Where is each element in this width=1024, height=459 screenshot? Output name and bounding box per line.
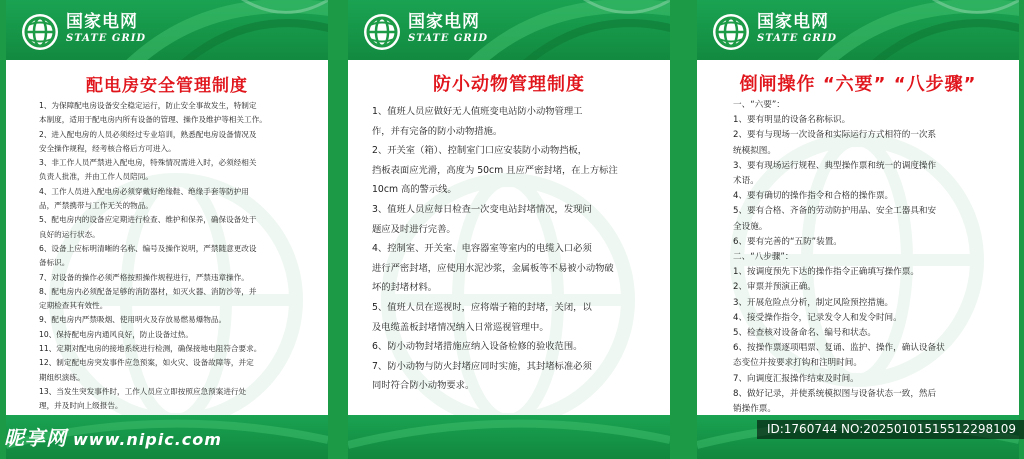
content-line: 坏的封堵材料。	[372, 282, 438, 294]
content-line: 9、配电房内严禁吸烟、使用明火及存放易燃易爆物品。	[39, 315, 227, 325]
content-line: 5、检查核对设备命名、编号和状态。	[733, 328, 876, 339]
content-line: 良好的运行状态。	[39, 229, 100, 239]
content-line: 题应及时进行完善。	[372, 223, 456, 235]
content-line: 全设施。	[733, 221, 768, 232]
content-line: 7、向调度汇报操作结束及时间。	[733, 373, 859, 384]
content-line: 5、要有合格、齐备的劳动防护用品、安全工器具和安	[733, 206, 937, 217]
content-line: 12、制定配电房突发事件应急预案，如火灾、设备故障等，并定	[39, 358, 254, 368]
content-line: 作，并有完备的防小动物措施。	[372, 125, 503, 137]
state-grid-logo-icon	[20, 12, 60, 52]
content-line: 期组织演练。	[39, 372, 85, 382]
panel-content	[372, 102, 664, 396]
panel-header	[6, 0, 328, 60]
content-line: 2、要有与现场一次设备和实际运行方式相符的一次系	[733, 130, 937, 141]
content-line: 2、开关室（箱）、控制室门口应安装防小动物挡板，	[372, 145, 588, 157]
panel-header	[697, 0, 1019, 60]
panel-content	[733, 98, 1011, 417]
content-line: 态变位并按要求打钩和注明时间。	[733, 358, 862, 369]
site-name: 昵享网	[4, 426, 67, 450]
content-line: 品，严禁携带与工作无关的物品。	[39, 201, 153, 211]
content-line: 4、控制室、开关室、电容器室等室内的电缆入口必须	[372, 243, 592, 255]
content-line: 统模拟图。	[733, 145, 776, 156]
content-line: 4、要有确切的操作指令和合格的操作票。	[733, 191, 894, 202]
panel-header	[348, 0, 670, 60]
content-line: 4、接受操作指令，记录发令人和发令时间。	[733, 312, 902, 323]
content-line: 3、要有现场运行规程、典型操作票和统一的调度操作	[733, 160, 937, 171]
content-line: 11、定期对配电房的接地系统进行检测，确保接地电阻符合要求。	[39, 344, 262, 354]
brand-name-en: STATE GRID	[408, 33, 489, 44]
content-line: 6、设备上应标明清晰的名称、编号及操作说明，严禁随意更改设	[39, 243, 257, 253]
content-line: 1、按调度预先下达的操作指令正确填写操作票。	[733, 267, 919, 278]
content-line: 5、值班人员在巡视时，应将端子箱的封堵，关闭，以	[372, 301, 592, 313]
content-line: 挡板表面应光滑，高度为 50cm 且应严密封堵，在上方标注	[372, 164, 618, 176]
content-line: 1、为保障配电房设备安全稳定运行，防止安全事故发生，特制定	[39, 101, 257, 110]
brand-block	[408, 13, 488, 45]
brand-block	[66, 13, 146, 45]
content-line: 1、要有明显的设备名称标识。	[733, 115, 851, 126]
content-line: 6、要有完善的“五防”装置。	[733, 236, 842, 247]
content-line: 6、防小动物封堵措施应纳入设备检修的验收范围。	[372, 341, 583, 353]
content-line: 一、“六要”：	[733, 100, 785, 110]
state-grid-logo-icon	[711, 12, 751, 52]
content-line: 5、配电房内的设备应定期进行检查、维护和保养，确保设备处于	[39, 215, 257, 225]
content-line: 2、进入配电房的人员必须经过专业培训，熟悉配电房设备情况及	[39, 129, 257, 139]
content-line: 7、对设备的操作必须严格按照操作规程进行，严禁违章操作。	[39, 272, 249, 282]
image-id-strip: ID:1760744 NO:20250101515512298109	[757, 420, 1024, 439]
brand-name-cn: 国家电网	[757, 12, 829, 32]
content-line: 理，并及时向上级报告。	[39, 401, 123, 411]
panel-title: 防小动物管理制度	[433, 74, 585, 95]
content-line: 定期检查其有效性。	[39, 301, 108, 311]
content-line: 7、防小动物与防火封堵应同时实施，其封堵标准必须	[372, 360, 592, 372]
content-line: 进行严密封堵，应使用水泥沙浆，金属板等不易被小动物破	[372, 262, 614, 274]
content-line: 8、配电房内必须配备足够的消防器材，如灭火器、消防沙等，并	[39, 286, 257, 296]
brand-name-cn: 国家电网	[66, 12, 138, 32]
content-line: 术语。	[733, 176, 759, 187]
panel-footer-band	[348, 415, 670, 459]
panel-title: 配电房安全管理制度	[86, 76, 248, 96]
content-line: 安全操作规程，经考核合格后方可进入。	[39, 143, 176, 153]
content-line: 及电缆盖板封堵情况纳入日常巡视管理中。	[372, 321, 549, 333]
content-line: 3、非工作人员严禁进入配电房，特殊情况需进入时，必须经相关	[39, 158, 257, 168]
signboard-panel-3	[697, 0, 1019, 459]
panel-content	[39, 99, 311, 414]
content-line: 6、按操作票逐项唱票、复诵、监护、操作，确认设备状	[733, 343, 945, 354]
state-grid-logo-icon	[362, 12, 402, 52]
content-line: 二、“八步骤”：	[733, 252, 794, 263]
content-line: 10、保持配电房内通风良好，防止设备过热。	[39, 329, 193, 339]
signboard-panel-1	[6, 0, 328, 459]
content-line: 同时符合防小动物要求。	[372, 380, 475, 392]
content-line: 销操作票。	[733, 404, 776, 415]
content-line: 2、审票并预演正确。	[733, 282, 816, 293]
content-line: 3、值班人员应每日检查一次变电站封堵情况，发现问	[372, 203, 592, 215]
content-line: 负责人批准，并由工作人员陪同。	[39, 172, 153, 182]
content-line: 本制度，适用于配电房内所有设备的管理、操作及维护等相关工作。	[39, 115, 267, 125]
content-line: 8、做好记录，并使系统模拟图与设备状态一致，然后	[733, 388, 937, 399]
panel-title: 倒闸操作 “六要” “八步骤”	[739, 74, 977, 95]
brand-name-en: STATE GRID	[757, 33, 838, 44]
site-watermark	[4, 422, 222, 451]
site-url: www.nipic.com	[73, 430, 222, 449]
content-line: 3、开展危险点分析，制定风险预控措施。	[733, 297, 894, 308]
brand-name-cn: 国家电网	[408, 12, 480, 32]
content-line: 1、值班人员应做好无人值班变电站防小动物管理工	[372, 106, 583, 117]
content-line: 10cm 高的警示线。	[372, 184, 457, 196]
brand-name-en: STATE GRID	[66, 33, 147, 44]
signboard-panel-2	[348, 0, 670, 459]
content-line: 4、工作人员进入配电房必须穿戴好绝缘鞋、绝缘手套等防护用	[39, 186, 249, 196]
content-line: 13、当发生突发事件时，工作人员应立即按照应急预案进行处	[39, 386, 247, 396]
brand-block	[757, 13, 837, 45]
content-line: 备标识。	[39, 258, 70, 268]
